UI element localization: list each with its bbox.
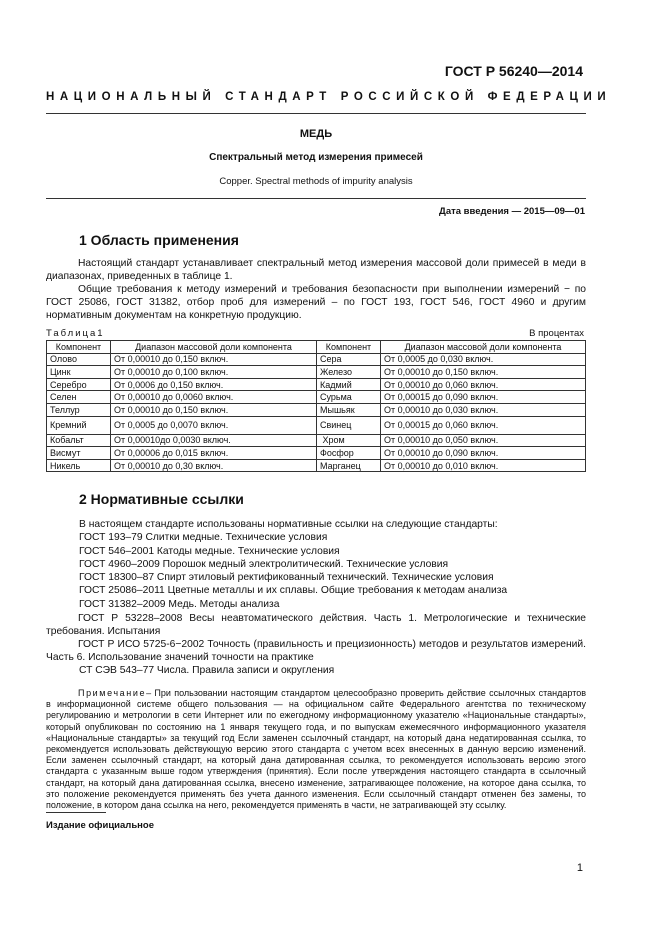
table-cell: Железо — [317, 366, 381, 379]
table-header-row — [47, 341, 586, 354]
table-row — [47, 403, 586, 416]
table-row — [47, 416, 586, 434]
table-cell: От 0,00010 до 0,150 включ. — [111, 353, 317, 366]
table-cell: Марганец — [317, 459, 381, 472]
reference-item: ГОСТ 31382–2009 Медь. Методы анализа — [79, 598, 280, 610]
reference-item: СТ СЭВ 543–77 Числа. Правила записи и округления — [79, 665, 335, 676]
header-range: Диапазон массовой доли компонента — [111, 341, 317, 354]
reference-item: ГОСТ 25086–2011 Цветные металлы и их сплавы. Общие требования к методам анализа — [79, 585, 508, 597]
table-cell: От 0,00010до 0,0030 включ. — [111, 434, 317, 447]
header-range: Диапазон массовой доли компонента — [381, 341, 586, 354]
table-cell: Свинец — [317, 416, 381, 434]
table-cell: От 0,00010 до 0,030 включ. — [381, 403, 586, 416]
table-cell: Теллур — [47, 403, 111, 416]
table-cell: Мышьяк — [317, 403, 381, 416]
reference-item: ГОСТ 4960–2009 Порошок медный электролитический. Технические условия — [79, 558, 449, 570]
reference-item: ГОСТ 546–2001 Катоды медные. Технические условия — [79, 545, 340, 557]
header-component: Компонент — [47, 341, 111, 354]
title-divider — [46, 198, 586, 199]
section-1-paragraph-2: Общие требования к методу измерений и требования безопасности при выполнении измерений − по ГОСТ 25086, ГОСТ 31382, отбор проб для измерений – по ГОСТ 193, ГОСТ 546, ГОСТ 4960 и другим нормативным документам на конкретную продукцию. — [46, 284, 586, 321]
table-cell: От 0,00015 до 0,090 включ. — [381, 391, 586, 404]
table-row — [47, 459, 586, 472]
table-row — [47, 434, 586, 447]
table-cell: От 0,00010 до 0,100 включ. — [111, 366, 317, 379]
official-edition: Издание официальное — [46, 820, 154, 831]
table-cell: Серебро — [47, 378, 111, 391]
table-cell: От 0,0005 до 0,0070 включ. — [111, 416, 317, 434]
table-row — [47, 447, 586, 460]
note-paragraph — [46, 688, 586, 811]
reference-item: ГОСТ 193–79 Слитки медные. Технические условия — [79, 532, 328, 544]
table-cell: От 0,00010 до 0,050 включ. — [381, 434, 586, 447]
table-cell: От 0,00010 до 0,060 включ. — [381, 378, 586, 391]
table-1 — [46, 340, 586, 472]
table-row — [47, 378, 586, 391]
table-cell: От 0,00010 до 0,150 включ. — [381, 366, 586, 379]
reference-item: ГОСТ Р ИСО 5725-6−2002 Точность (правильность и прецизионность) методов и результатов измерений. Часть 6. Использование значений точности на практике — [46, 639, 586, 663]
table-1-units: В процентах — [529, 328, 584, 339]
table-cell: Сера — [317, 353, 381, 366]
table-cell: От 0,00010 до 0,0060 включ. — [111, 391, 317, 404]
references-intro: В настоящем стандарте использованы нормативные ссылки на следующие стандарты: — [79, 519, 498, 530]
document-title: МЕДЬ — [299, 128, 333, 140]
table-cell: Кадмий — [317, 378, 381, 391]
table-cell: Цинк — [47, 366, 111, 379]
table-row — [47, 353, 586, 366]
table-cell: Фосфор — [317, 447, 381, 460]
table-cell: От 0,00010 до 0,090 включ. — [381, 447, 586, 460]
introduction-date: Дата введения — 2015—09—01 — [439, 206, 585, 217]
document-subtitle: Спектральный метод измерения примесей — [209, 152, 423, 163]
english-title: Copper. Spectral methods of impurity analysis — [219, 176, 413, 187]
section-1-paragraph-1: Настоящий стандарт устанавливает спектральный метод измерения массовой доли примесей в меди в диапазонах, приведенных в таблице 1. — [46, 258, 586, 282]
section-1-heading: 1 Область применения — [79, 232, 239, 248]
table-cell: От 0,0005 до 0,030 включ. — [381, 353, 586, 366]
table-cell: Сурьма — [317, 391, 381, 404]
header-component: Компонент — [317, 341, 381, 354]
note-text: – При пользовании настоящим стандартом целесообразно проверить действие ссылочных стандартов в информационной системе общего пользования — на официальном сайте Федерального агентства по техническому регулированию и метрологии в сети Интернет или по ежегодному информационному указателю «Национальные стандарты», который опубликован по состоянию на 1 января текущего года, и по выпускам ежемесячного информационного указателя «Национальные стандарты» за текущий год Если заменен ссылочный стандарт, на который дана недатированная ссылка, то рекомендуется использовать действующую версию этого стандарта с учетом всех внесенных в данную версию изменений. Если заменен ссылочный стандарт, на который дана датированная ссылка, то рекомендуется использовать версию этого стандарта с указанным выше годом утверждения (принятия). Если после утверждения настоящего стандарта в ссылочный стандарт, на который дана датированная ссылка, внесено изменение, затрагивающее положение, на которое дана ссылка, то это положение рекомендуется применять без учета данного изменения. Если ссылочный стандарт отменен без замены, то положение, в котором дана ссылка на него, рекомендуется применять в части, не затрагивающей эту ссылку. — [46, 688, 586, 811]
table-cell: Кремний — [47, 416, 111, 434]
table-cell: Кобальт — [47, 434, 111, 447]
note-label: Примечание — [78, 688, 147, 698]
table-cell: Селен — [47, 391, 111, 404]
standard-number: ГОСТ Р 56240—2014 — [444, 63, 583, 79]
national-standard-caption: НАЦИОНАЛЬНЫЙ СТАНДАРТ РОССИЙСКОЙ ФЕДЕРАЦИИ — [46, 91, 612, 103]
table-cell: От 0,0006 до 0,150 включ. — [111, 378, 317, 391]
page-number: 1 — [576, 862, 583, 874]
table-cell: От 0,00010 до 0,010 включ. — [381, 459, 586, 472]
table-cell: Висмут — [47, 447, 111, 460]
table-cell: От 0,00006 до 0,015 включ. — [111, 447, 317, 460]
table-1-label: Таблица1 — [46, 328, 105, 339]
table-row — [47, 391, 586, 404]
footer-divider — [46, 812, 106, 813]
normative-references — [79, 518, 587, 611]
table-cell: От 0,00010 до 0,150 включ. — [111, 403, 317, 416]
table-cell: От 0,00010 до 0,30 включ. — [111, 459, 317, 472]
table-cell: Хром — [317, 434, 381, 447]
reference-item: ГОСТ 18300–87 Спирт этиловый ректификованный технический. Технические условия — [79, 572, 494, 584]
reference-item: ГОСТ Р 53228–2008 Весы неавтоматического действия. Часть 1. Метрологические и технические требования. Испытания — [46, 613, 586, 637]
section-2-heading: 2 Нормативные ссылки — [79, 491, 244, 507]
top-divider — [46, 113, 586, 114]
table-cell: Никель — [47, 459, 111, 472]
table-cell: Олово — [47, 353, 111, 366]
table-row — [47, 366, 586, 379]
table-cell: От 0,00015 до 0,060 включ. — [381, 416, 586, 434]
